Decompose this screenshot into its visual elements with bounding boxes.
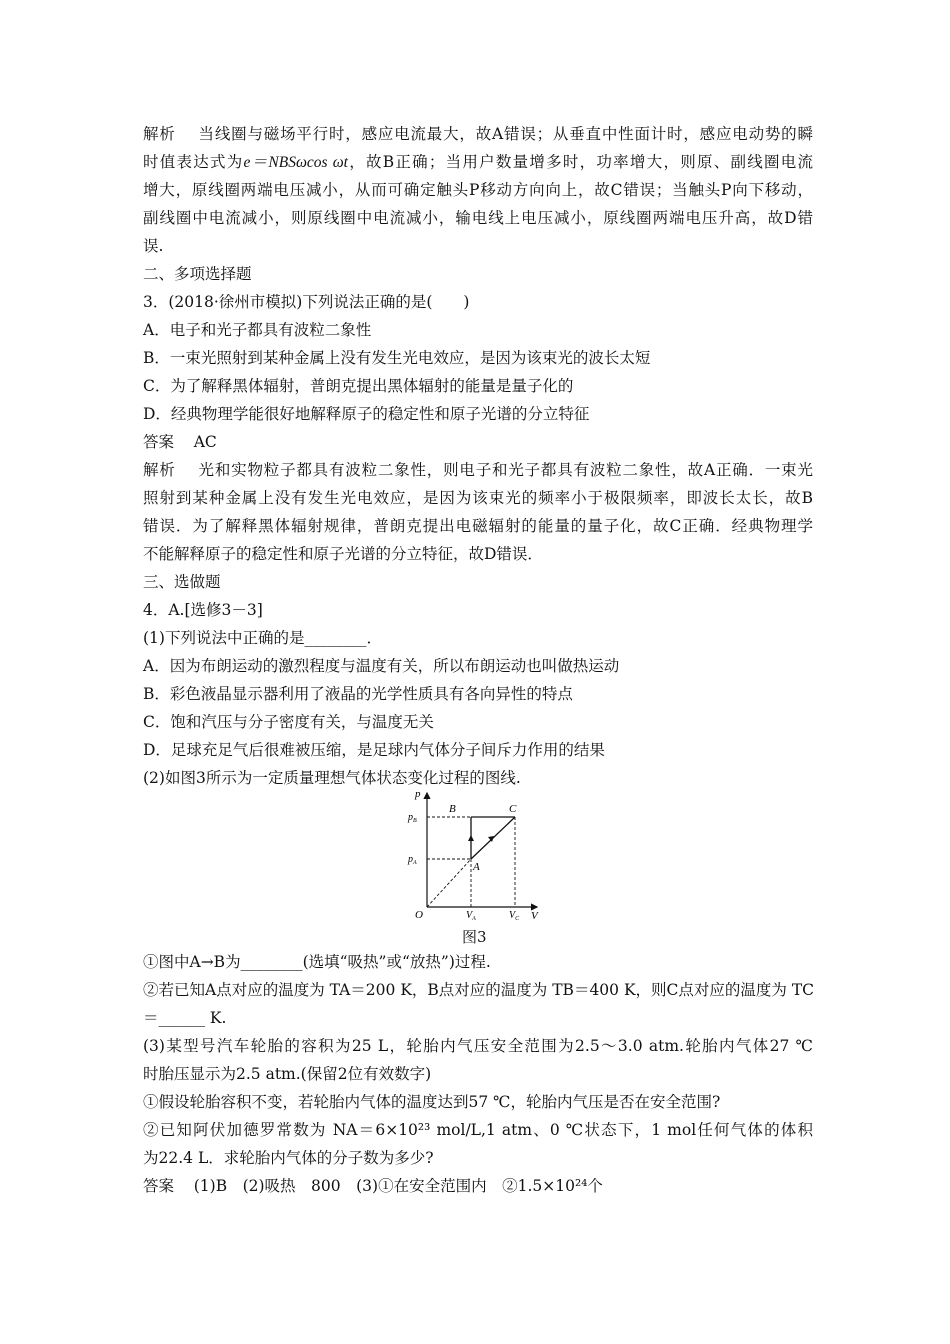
q4-p1-stem: (1)下列说法中正确的是________． (143, 629, 382, 647)
q3-analysis-line1 (143, 458, 813, 482)
analysis1-text2b: ，故B正确；当用户数量增多时，功率增大，则原、副线圈电流 (347, 153, 813, 171)
q4-p3-line1: (3)某型号汽车轮胎的容积为25 L，轮胎内气压安全范围为2.5～3.0 atm.轮胎内气体27 ℃ (143, 1037, 813, 1055)
q3-analysis-line4: 不能解释原子的稳定性和原子光谱的分立特征，故D错误． (143, 545, 543, 563)
va-label: $V_A$ (466, 910, 476, 922)
section2-title: 二、多项选择题 (143, 265, 252, 283)
q3-answer (143, 430, 813, 454)
q4-p1-option-d: D．足球充足气后很难被压缩，是足球内气体分子间斥力作用的结果 (143, 741, 605, 759)
q3-stem: 3．(2018·徐州市模拟)下列说法正确的是( ) (143, 293, 470, 311)
pb-label: $p_B$ (408, 812, 417, 824)
q4-header: 4．A.[选修3－3] (143, 601, 263, 619)
figure-caption: 图3 (462, 928, 487, 946)
analysis1-line2 (143, 150, 813, 175)
q3-option-b: B．一束光照射到某种金属上没有发生光电效应，是因为该束光的波长太短 (143, 349, 651, 367)
q3-option-a: A．电子和光子都具有波粒二象性 (143, 321, 372, 339)
q4-p2-stem: (2)如图3所示为一定质量理想气体状态变化过程的图线. (143, 769, 521, 787)
q4-answer (143, 1174, 813, 1198)
q4-p2-q1: ①图中A→B为________(选填“吸热”或“放热”)过程. (143, 953, 491, 971)
point-a-label: A (473, 861, 480, 873)
vc-label: $V_C$ (509, 910, 520, 922)
analysis1-text1: 当线圈与磁场平行时，感应电流最大，故A错误；从垂直中性面计时，感应电动势的瞬 (198, 125, 813, 143)
q3-analysis-text1: 光和实物粒子都具有波粒二象性，则电子和光子都具有波粒二象性，故A正确．一束光 (198, 461, 813, 479)
answer-label: 答案 (143, 433, 175, 451)
q4-p1-option-c: C．饱和汽压与分子密度有关，与温度无关 (143, 713, 434, 731)
point-c-label: C (509, 803, 517, 815)
q4-p2-q2-line2: ＝______ K. (143, 1009, 227, 1027)
origin-label: O (415, 909, 423, 921)
q4-p1-option-a: A．因为布朗运动的激烈程度与温度有关，所以布朗运动也叫做热运动 (143, 657, 620, 675)
answer-value: AC (193, 433, 217, 451)
q3-analysis-line3: 错误．为了解释黑体辐射规律，普朗克提出电磁辐射的能量的量子化，故C正确．经典物理学 (143, 517, 813, 535)
analysis1-line1 (143, 122, 813, 146)
analysis-label: 解析 (143, 125, 176, 143)
p-axis-label: p (415, 788, 421, 800)
v-axis-label: V (531, 910, 538, 922)
analysis1-line3: 增大，原线圈两端电压减小，从而可确定触头P移动方向向上，故C错误；当触头P向下移动， (143, 181, 813, 199)
q4-p3-line2: 时胎压显示为2.5 atm.(保留2位有效数字) (143, 1065, 432, 1083)
q4-p3-q2-line2: 为22.4 L．求轮胎内气体的分子数为多少? (143, 1149, 434, 1167)
pv-diagram (405, 785, 545, 925)
q4-p2-q2-line1: ②若已知A点对应的温度为 TA＝200 K，B点对应的温度为 TB＝400 K，则C点对应的温度为 TC (143, 981, 815, 999)
q4-p3-q1: ①假设轮胎容积不变，若轮胎内气体的温度达到57 ℃，轮胎内气压是否在安全范围? (143, 1093, 721, 1111)
origin-guide (427, 859, 471, 907)
arrow-a-b (468, 835, 474, 841)
analysis1-line4: 副线圈中电流减小，则原线圈中电流减小，输电线上电压减小，原线圈两端电压升高，故D错 (143, 209, 813, 227)
answer-label: 答案 (143, 1177, 175, 1195)
q3-analysis-line2: 照射到某种金属上没有发生光电效应，是因为该束光的频率小于极限频率，即波长太长，故B (143, 489, 813, 507)
q4-p1-option-b: B．彩色液晶显示器利用了液晶的光学性质具有各向异性的特点 (143, 685, 573, 703)
emf-formula: e＝NBSωcos ωt (243, 154, 348, 171)
analysis1-text2a: 时值表达式为 (143, 153, 244, 171)
q3-option-c: C．为了解释黑体辐射，普朗克提出黑体辐射的能量是量子化的 (143, 377, 574, 395)
q4-p3-q2-line1: ②已知阿伏加德罗常数为 NA＝6×10²³ mol/L,1 atm、0 ℃状态下，1 mol任何气体的体积 (143, 1121, 813, 1139)
analysis1-line5: 误. (143, 237, 164, 255)
point-b-label: B (449, 803, 456, 815)
pa-label: $p_A$ (408, 854, 417, 866)
q3-option-d: D．经典物理学能很好地解释原子的稳定性和原子光谱的分立特征 (143, 405, 590, 423)
section3-title: 三、选做题 (143, 573, 221, 591)
answer-value: (1)B (2)吸热 800 (3)①在安全范围内 ②1.5×10²⁴个 (193, 1177, 603, 1195)
analysis-label: 解析 (143, 461, 176, 479)
